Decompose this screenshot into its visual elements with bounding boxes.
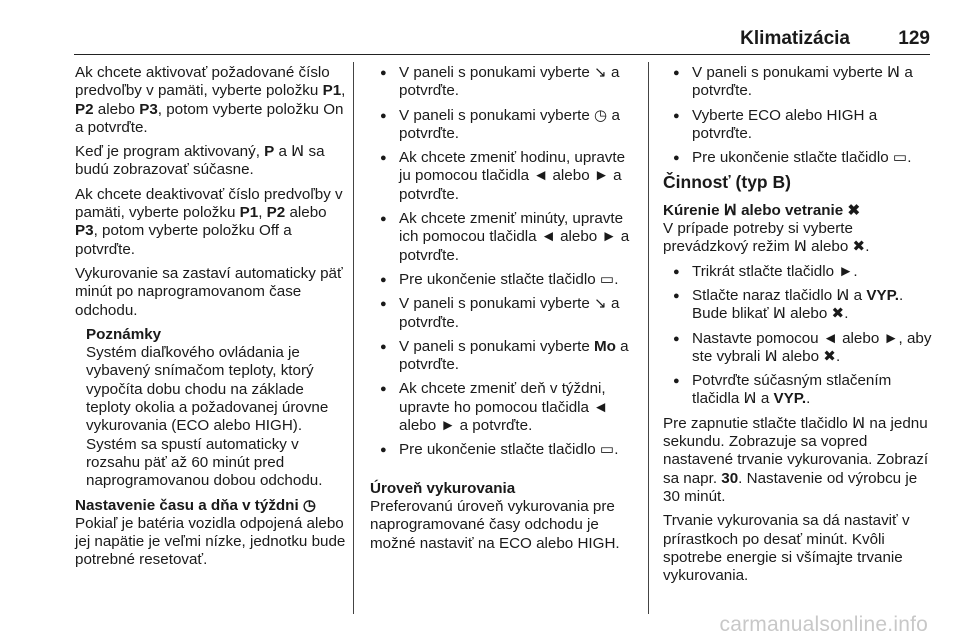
- bold-text: Mo: [594, 337, 616, 355]
- section-heading: Činnosť (typ B): [663, 172, 791, 193]
- paragraph: Ak chcete deaktivovať číslo predvoľby v pamäti, vyberte položku P1, P2 alebo P3, potom vyberte položku Off a potvrďte.: [75, 185, 343, 258]
- bullet-item: ● Trikrát stlačte tlačidlo ►.: [663, 263, 933, 281]
- bullet-item: ● V paneli s ponukami vyberte Mo a potvrďte.: [370, 338, 638, 375]
- note-text: Systém diaľkového ovládania je vybavený snímačom teploty, ktorý vypočíta dobu chodu na základe teploty okolia a požadovanej úrovne vykurovania (ECO alebo HIGH). Systém sa spustí automaticky v rozsahu päť až 60 minút pred naprogramovanou dobou odchodu.: [86, 344, 329, 490]
- section-heading: Úroveň vykurovania: [370, 479, 516, 497]
- bold-text: P2: [266, 204, 286, 222]
- column-divider: [353, 62, 354, 614]
- watermark: carmanualsonline.info: [719, 613, 928, 636]
- bullet-item: ● V paneli s ponukami vyberte ↘ a potvrďte.: [370, 64, 638, 101]
- bold-text: 30: [721, 469, 739, 487]
- bullet-item: ● Pre ukončenie stlačte tlačidlo ▭.: [370, 441, 638, 459]
- page-title: Klimatizácia: [740, 28, 850, 49]
- bullet-item: ● Vyberte ECO alebo HIGH a potvrďte.: [663, 107, 933, 144]
- bullet-item: ● V paneli s ponukami vyberte ꟽ a potvrďte.: [663, 64, 933, 101]
- paragraph: Vykurovanie sa zastaví automaticky päť minút po naprogramovanom čase odchodu.: [75, 264, 343, 319]
- bullet-item: ● Nastavte pomocou ◄ alebo ►, aby ste vybrali ꟽ alebo ✖.: [663, 330, 933, 367]
- bullet-item: ● V paneli s ponukami vyberte ◷ a potvrďte.: [370, 107, 638, 144]
- note-title: Poznámky: [86, 325, 162, 343]
- bullet-list: [663, 263, 933, 409]
- bullet-item: ● Pre ukončenie stlačte tlačidlo ▭.: [370, 271, 638, 289]
- note-box: [86, 326, 347, 491]
- bold-text: P2: [75, 100, 94, 118]
- bold-text: P1: [239, 204, 259, 222]
- bold-text: VYP.: [773, 390, 807, 408]
- column-3: [663, 64, 933, 591]
- bullet-list: [663, 64, 933, 167]
- section-heading: Nastavenie času a dňa v týždni ◷: [75, 496, 317, 514]
- paragraph: Pokiaľ je batéria vozidla odpojená alebo jej napätie je veľmi nízke, jednotku bude potrebné resetovať.: [75, 514, 346, 569]
- column-divider: [648, 62, 649, 614]
- paragraph: V prípade potreby si vyberte prevádzkový režim ꟽ alebo ✖.: [663, 220, 870, 256]
- paragraph: Pre zapnutie stlačte tlačidlo ꟽ na jednu sekundu. Zobrazuje sa vopred nastavené trvanie vykurovania. Zobrazí sa napr. 30. Nastavenie od výrobcu je 30 minút.: [663, 414, 929, 505]
- page-header: [74, 28, 930, 54]
- paragraph: Ak chcete aktivovať požadované číslo predvoľby v pamäti, vyberte položku P1, P2 alebo P3, potom vyberte položku On a potvrďte.: [75, 64, 346, 136]
- bullet-item: ● Ak chcete zmeniť minúty, upravte ich pomocou tlačidla ◄ alebo ► a potvrďte.: [370, 210, 638, 265]
- bullet-item: ● V paneli s ponukami vyberte ↘ a potvrďte.: [370, 295, 638, 332]
- bullet-item: ● Potvrďte súčasným stlačením tlačidla ꟽ a VYP..: [663, 372, 933, 409]
- bold-text: P1: [322, 82, 342, 100]
- bullet-item: ● Ak chcete zmeniť deň v týždni, upravte ho pomocou tlačidla ◄ alebo ► a potvrďte.: [370, 380, 638, 435]
- paragraph: Trvanie vykurovania sa dá nastaviť v prírastkoch po desať minút. Kvôli spotrebe energie si všímajte trvanie vykurovania.: [663, 512, 910, 585]
- header-rule: [74, 54, 930, 55]
- bold-text: P3: [139, 100, 158, 118]
- bullet-item: ● Ak chcete zmeniť hodinu, upravte ju pomocou tlačidla ◄ alebo ► a potvrďte.: [370, 149, 638, 204]
- bold-text: VYP.: [866, 286, 900, 304]
- column-1: [75, 64, 347, 576]
- bold-text: P3: [75, 222, 94, 240]
- bullet-list: [370, 64, 638, 460]
- paragraph: Keď je program aktivovaný, P a ꟽ sa budú zobrazovať súčasne.: [75, 143, 325, 179]
- sub-heading: Kúrenie ꟽ alebo vetranie ✖: [663, 201, 861, 219]
- bullet-item: ● Stlačte naraz tlačidlo ꟽ a VYP.. Bude blikať ꟽ alebo ✖.: [663, 287, 933, 324]
- column-2: [370, 64, 638, 559]
- page-number: 129: [898, 28, 930, 49]
- bold-text: P: [264, 143, 275, 161]
- bullet-item: ● Pre ukončenie stlačte tlačidlo ▭.: [663, 149, 933, 167]
- paragraph: Preferovanú úroveň vykurovania pre naprogramované časy odchodu je možné nastaviť na ECO alebo HIGH.: [370, 497, 620, 552]
